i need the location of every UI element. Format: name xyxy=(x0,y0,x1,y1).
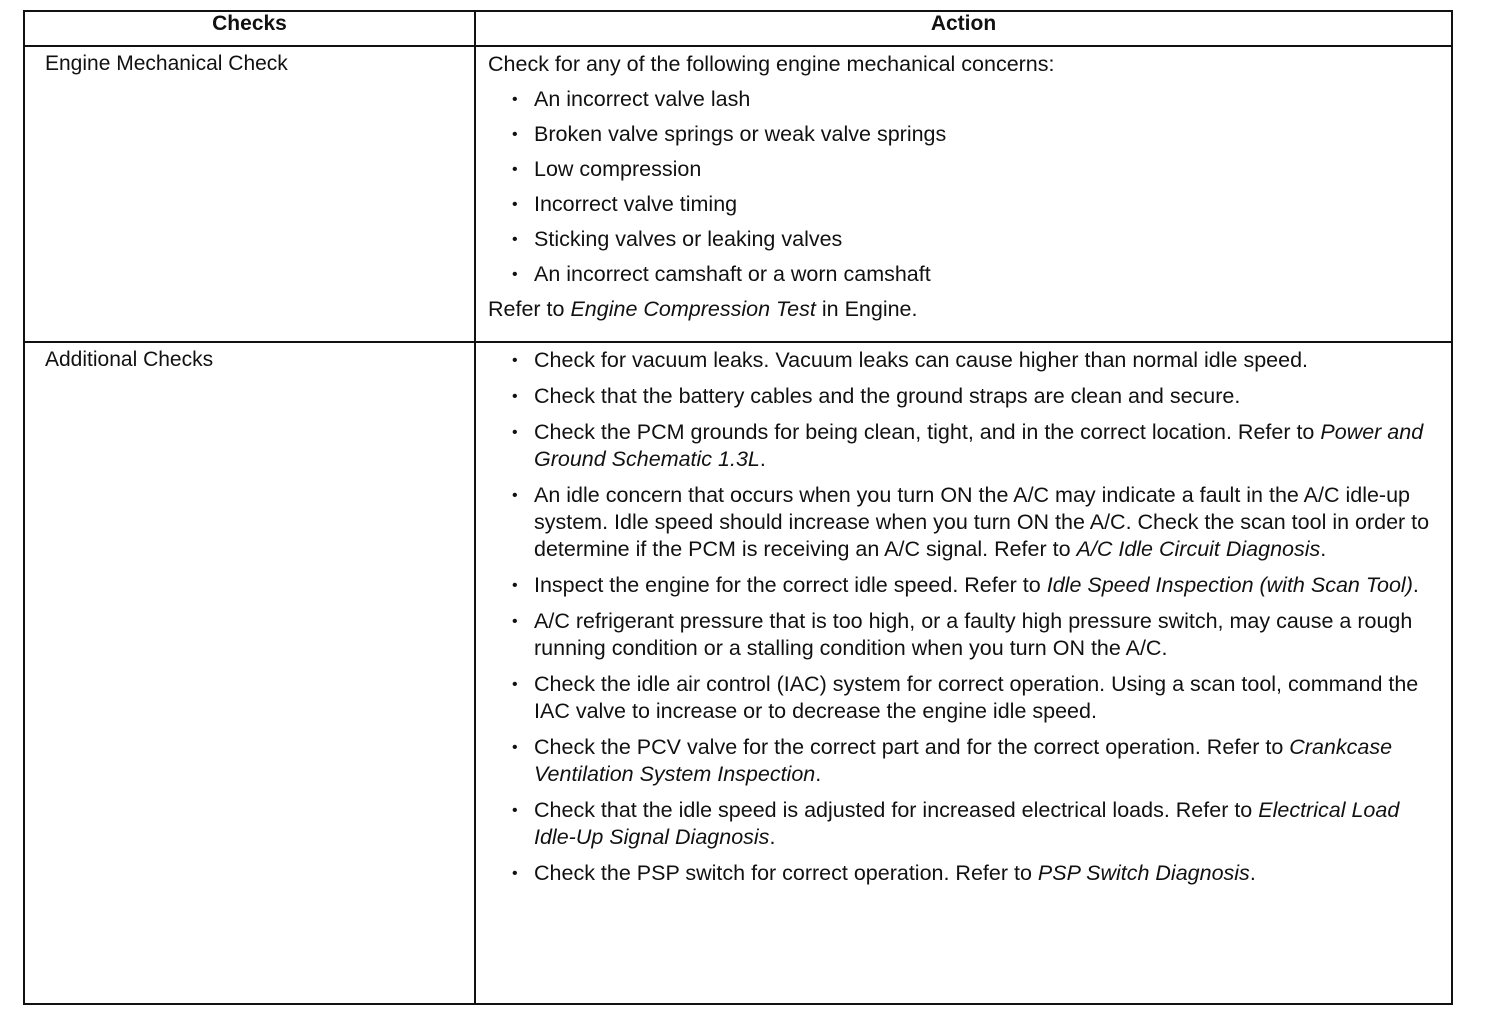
procedure-reference: Electrical Load Idle-Up Signal Diagnosis xyxy=(534,798,1400,849)
list-item xyxy=(510,482,1441,563)
item-text: A/C refrigerant pressure that is too high, or a faulty high pressure switch, may cause a rough running condition or a stalling condition when you turn ON the A/C. xyxy=(534,609,1413,660)
table-row xyxy=(24,46,1452,342)
list-item: • Sticking valves or leaking valves xyxy=(510,226,1441,253)
procedure-reference: Idle Speed Inspection (with Scan Tool) xyxy=(1046,573,1413,597)
action-header: Action xyxy=(475,11,1452,46)
list-item: • Incorrect valve timing xyxy=(510,191,1441,218)
checks-table xyxy=(23,10,1453,1005)
list-item xyxy=(510,734,1441,788)
item-punct: . xyxy=(1249,861,1256,885)
item-punct: . xyxy=(1320,537,1327,561)
item-text: An idle concern that occurs when you turn ON the A/C may indicate a fault in the A/C idle-up system. Idle speed should increase when you turn ON the A/C. Check the scan tool in order to determine if the PCM is receiving an A/C signal. Refer to xyxy=(534,483,1430,561)
list-item xyxy=(510,671,1441,725)
procedure-reference: Crankcase Ventilation System Inspection xyxy=(534,735,1393,786)
action-intro: Check for any of the following engine mechanical concerns: xyxy=(488,52,1055,76)
list-item: • Broken valve springs or weak valve springs xyxy=(510,121,1441,148)
list-item xyxy=(510,860,1441,887)
procedure-reference: Engine Compression Test xyxy=(570,297,816,321)
procedure-reference: PSP Switch Diagnosis xyxy=(1037,861,1250,885)
list-item: • An incorrect camshaft or a worn camshaft xyxy=(510,261,1441,288)
item-text: Check that the idle speed is adjusted for increased electrical loads. Refer to xyxy=(534,798,1253,822)
table-row xyxy=(24,342,1452,1004)
list-item xyxy=(510,572,1441,599)
bullet-list xyxy=(488,347,1441,887)
item-text: Check the PSP switch for correct operation. Refer to xyxy=(534,861,1032,885)
list-item: • An incorrect valve lash xyxy=(510,86,1441,113)
item-text: Check that the battery cables and the ground straps are clean and secure. xyxy=(534,384,1241,408)
list-item xyxy=(510,383,1441,410)
list-item xyxy=(510,608,1441,662)
list-item: • Low compression xyxy=(510,156,1441,183)
footer-text: in Engine. xyxy=(821,297,918,321)
action-cell xyxy=(475,342,1452,1004)
list-item xyxy=(510,347,1441,374)
item-punct: . xyxy=(769,825,776,849)
item-text: Check the PCM grounds for being clean, tight, and in the correct location. Refer to xyxy=(534,420,1315,444)
action-footer xyxy=(488,296,1441,323)
list-item xyxy=(510,419,1441,473)
bullet-list xyxy=(488,86,1441,288)
item-text: Check for vacuum leaks. Vacuum leaks can cause higher than normal idle speed. xyxy=(534,348,1309,372)
item-punct: . xyxy=(759,447,766,471)
footer-text: Refer to xyxy=(488,297,565,321)
item-punct: . xyxy=(815,762,822,786)
procedure-reference: A/C Idle Circuit Diagnosis xyxy=(1076,537,1321,561)
action-cell xyxy=(475,46,1452,342)
item-punct: . xyxy=(1412,573,1419,597)
header-row xyxy=(24,11,1452,46)
check-cell: Additional Checks xyxy=(24,342,475,1004)
item-text: Check the idle air control (IAC) system for correct operation. Using a scan tool, command the IAC valve to increase or to decrease the engine idle speed. xyxy=(534,672,1419,723)
item-text: Inspect the engine for the correct idle speed. Refer to xyxy=(534,573,1041,597)
list-item xyxy=(510,797,1441,851)
item-text: Check the PCV valve for the correct part and for the correct operation. Refer to xyxy=(534,735,1284,759)
procedure-reference: Power and Ground Schematic 1.3L xyxy=(534,420,1424,471)
checks-header: Checks xyxy=(24,11,475,46)
check-cell: Engine Mechanical Check xyxy=(24,46,475,342)
